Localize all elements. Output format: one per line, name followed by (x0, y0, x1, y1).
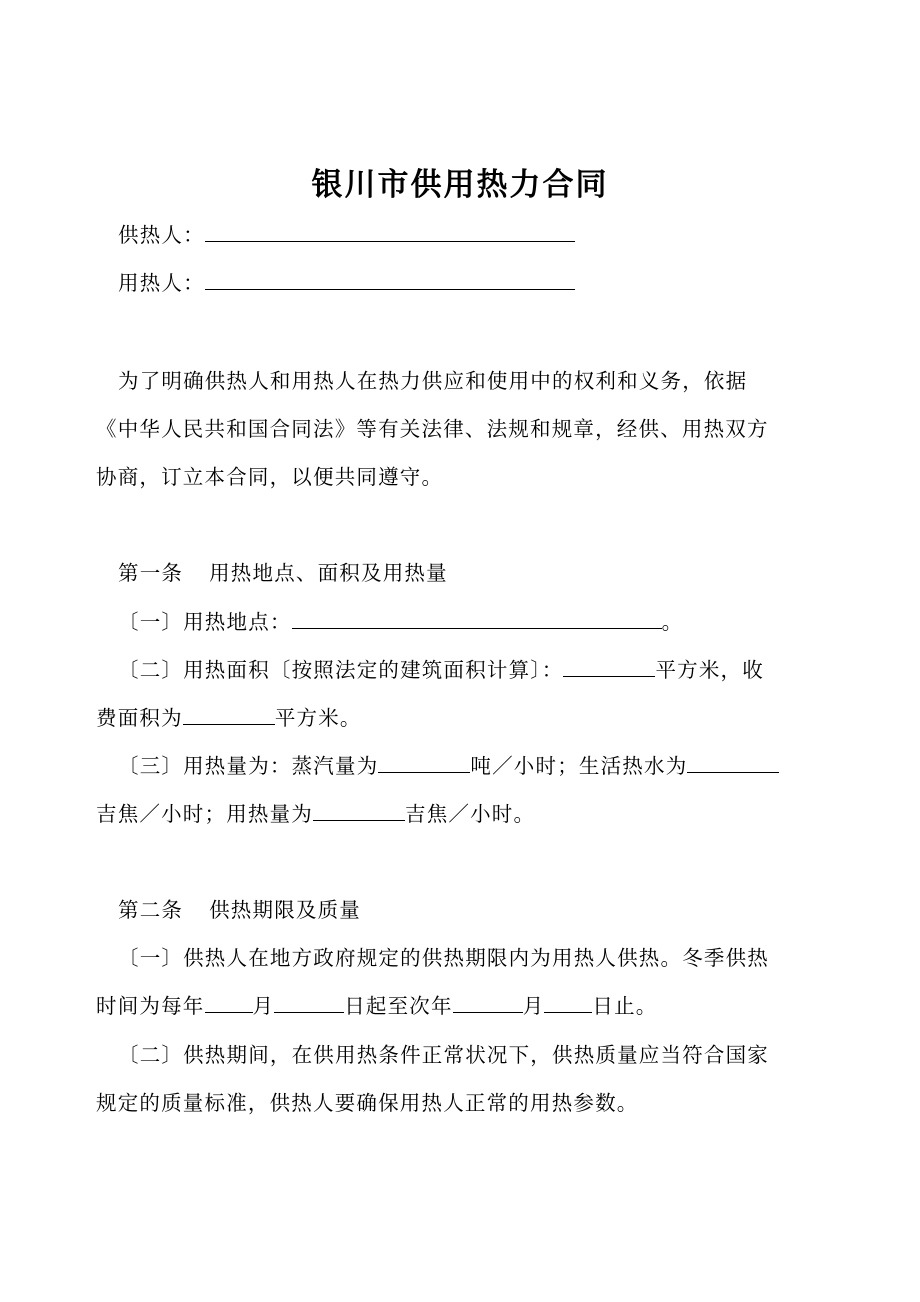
article2-item1-line2 (96, 991, 826, 1021)
article1-item3-c: 吉焦／小时；用热量为 (96, 802, 313, 826)
end-day-blank[interactable] (544, 992, 592, 1013)
article1-item1-label: 〔一〕用热地点： (118, 610, 292, 634)
steam-amount-blank[interactable] (378, 752, 470, 773)
article1-item2-c: 费面积为 (96, 706, 183, 730)
user-line (118, 268, 848, 298)
article1-item3-a: 〔三〕用热量为：蒸汽量为 (118, 754, 379, 778)
article2-item1-e: 月 (522, 994, 545, 1018)
preamble-line-3: 协商，订立本合同，以便共同遵守。 (96, 465, 444, 489)
article1-item2-a: 〔二〕用热面积〔按照法定的建筑面积计算〕： (118, 658, 564, 682)
start-month-blank[interactable] (205, 992, 253, 1013)
hot-water-blank[interactable] (687, 752, 779, 773)
supplier-line (118, 220, 848, 250)
article2-item1-d: 日起至次年 (344, 994, 453, 1018)
article1-item2-line1 (118, 655, 848, 685)
user-blank[interactable] (205, 269, 575, 290)
article2-item1-b: 时间为每年 (96, 994, 205, 1018)
document-title: 银川市供用热力合同 (311, 167, 609, 203)
end-month-blank[interactable] (453, 992, 523, 1013)
article1-item3-line1 (118, 751, 848, 781)
article2-title: 供热期限及质量 (209, 898, 362, 922)
article1-item2-line2 (96, 703, 826, 733)
article1-item1-end: 。 (661, 610, 684, 634)
preamble-line-2: 《中华人民共和国合同法》等有关法律、法规和规章，经供、用热双方 (96, 417, 769, 441)
article2-heading (118, 895, 848, 925)
article1-item1 (118, 607, 848, 637)
user-label: 用热人： (118, 271, 205, 295)
article1-item3-line2 (96, 799, 826, 829)
article1-title: 用热地点、面积及用热量 (209, 561, 448, 585)
start-day-blank[interactable] (274, 992, 344, 1013)
article2-item1-line1: 〔一〕供热人在地方政府规定的供热期限内为用热人供热。冬季供热 (118, 946, 769, 970)
article2-number: 第二条 (118, 898, 184, 922)
supplier-blank[interactable] (205, 221, 575, 242)
building-area-blank[interactable] (563, 656, 655, 677)
article1-heading (118, 558, 848, 588)
charge-area-blank[interactable] (183, 704, 275, 725)
heat-location-blank[interactable] (292, 608, 662, 629)
supplier-label: 供热人： (118, 223, 205, 247)
article2-item1-f: 日止。 (592, 994, 658, 1018)
preamble-line-1: 为了明确供热人和用热人在热力供应和使用中的权利和义务，依据 (118, 369, 748, 393)
article2-item2-line2: 规定的质量标准，供热人要确保用热人正常的用热参数。 (96, 1091, 639, 1115)
article1-item2-b: 平方米，收 (655, 658, 764, 682)
article1-item3-b: 吨／小时；生活热水为 (470, 754, 688, 778)
article1-item3-d: 吉焦／小时。 (405, 802, 536, 826)
article2-item1-c: 月 (252, 994, 275, 1018)
article2-item2-line1: 〔二〕供热期间，在供用热条件正常状况下，供热质量应当符合国家 (118, 1043, 769, 1067)
article1-number: 第一条 (118, 561, 184, 585)
heat-amount-blank[interactable] (313, 800, 405, 821)
article1-item2-d: 平方米。 (274, 706, 362, 730)
